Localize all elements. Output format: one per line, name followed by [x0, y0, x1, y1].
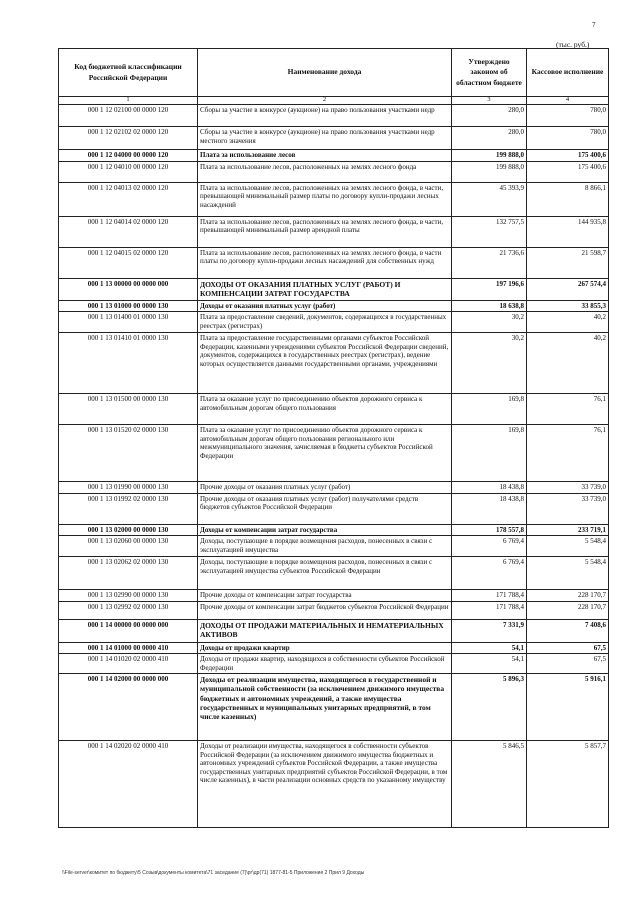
table-row: [59, 654, 609, 674]
table-row: [59, 590, 609, 602]
row-code: 000 1 12 04000 00 0000 120: [59, 150, 198, 162]
row-name: Плата за предоставление сведений, документов, содержащихся в государственных реестрах (регистрах): [198, 312, 452, 333]
row-name: Плата за использование лесов, расположенных на землях лесного фонда, в части, превышающей минимальный размер платы по договору купли-продажи лесных насаждений: [198, 182, 452, 216]
row-name: Плата за использование лесов, расположенных на землях лесного фонда, в части платы по договору купли-продажи лесных насаждений для собственных нужд: [198, 247, 452, 278]
table-row: [59, 741, 609, 828]
column-number: 2: [198, 97, 452, 105]
header-approved: Утверждено законом об областном бюджете: [452, 49, 527, 97]
table-body: [59, 105, 609, 828]
row-executed: 228 170,7: [527, 590, 609, 602]
table-row: [59, 127, 609, 150]
table-row: [59, 150, 609, 162]
row-approved: 199 888,0: [452, 150, 527, 162]
row-executed: 40,2: [527, 312, 609, 333]
row-approved: 171 788,4: [452, 590, 527, 602]
row-approved: 199 888,0: [452, 161, 527, 182]
row-approved: 197 196,6: [452, 278, 527, 300]
unit-label: (тыс. руб.): [556, 40, 590, 49]
row-approved: 7 331,9: [452, 619, 527, 642]
table-row: [59, 493, 609, 524]
file-path-footer: \\File-server\комитет по бюджету\5 Созыв\документы комитета\71 заседание (7)\рг\др(71) 1877-81-5 Приложение 2 Прил 9 Доходы: [62, 870, 365, 876]
row-executed: 33 855,3: [527, 300, 609, 312]
table-row: [59, 216, 609, 247]
row-executed: 33 739,0: [527, 482, 609, 494]
row-name: Плата за оказание услуг по присоединению объектов дорожного сервиса к автомобильным дорогам общего пользования: [198, 394, 452, 425]
table-row: [59, 425, 609, 482]
table-row: [59, 524, 609, 536]
row-code: 000 1 13 01400 01 0000 130: [59, 312, 198, 333]
row-name: Плата за предоставление государственными органами субъектов Российской Федерации, казенными учреждениями субъектов Российской Федерации сведений, документов, содержащихся в государственных реестрах (регистрах), ведение которых осуществляется данными государственными органами, учреждениями: [198, 333, 452, 394]
revenue-table: [58, 48, 609, 828]
row-executed: 5 916,1: [527, 674, 609, 741]
table-row: [59, 312, 609, 333]
table-row: [59, 482, 609, 494]
row-approved: 5 846,5: [452, 741, 527, 828]
row-name: Плата за использование лесов, расположенных на землях лесного фонда, в части, превышающей минимальный размер арендной платы: [198, 216, 452, 247]
row-name: Доходы от продажи квартир, находящихся в собственности субъектов Российской Федерации: [198, 654, 452, 674]
row-executed: 33 739,0: [527, 493, 609, 524]
row-name: Прочие доходы от оказания платных услуг (работ) получателями средств бюджетов субъектов Российской Федерации: [198, 493, 452, 524]
row-approved: 178 557,8: [452, 524, 527, 536]
row-code: 000 1 14 01020 02 0000 410: [59, 654, 198, 674]
page-number: 7: [592, 21, 596, 29]
row-approved: 30,2: [452, 333, 527, 394]
column-number: 3: [452, 97, 527, 105]
table-header-row: [59, 49, 609, 97]
row-approved: 30,2: [452, 312, 527, 333]
row-code: 000 1 14 02020 02 0000 410: [59, 741, 198, 828]
table-row: [59, 300, 609, 312]
row-name: Сборы за участие в конкурсе (аукционе) на право пользования участками недр: [198, 105, 452, 127]
row-name: Доходы от компенсации затрат государства: [198, 524, 452, 536]
row-name: Доходы от продажи квартир: [198, 642, 452, 654]
row-executed: 40,2: [527, 333, 609, 394]
table-row: [59, 278, 609, 300]
row-executed: 228 170,7: [527, 601, 609, 619]
row-executed: 76,1: [527, 394, 609, 425]
table-row: [59, 182, 609, 216]
header-executed: Кассовое исполнение: [527, 49, 609, 97]
row-code: 000 1 13 02000 00 0000 130: [59, 524, 198, 536]
row-executed: 780,0: [527, 105, 609, 127]
row-code: 000 1 13 01990 00 0000 130: [59, 482, 198, 494]
header-name: Наименование дохода: [198, 49, 452, 97]
row-code: 000 1 12 04010 00 0000 120: [59, 161, 198, 182]
row-executed: 67,5: [527, 654, 609, 674]
row-executed: 175 400,6: [527, 150, 609, 162]
table-row: [59, 247, 609, 278]
table-row: [59, 333, 609, 394]
row-code: 000 1 13 01992 02 0000 130: [59, 493, 198, 524]
row-executed: 67,5: [527, 642, 609, 654]
row-name: Плата за оказание услуг по присоединению объектов дорожного сервиса к автомобильным дорогам общего пользования регионального или межмуниципального значения, зачисляемая в бюджеты субъектов Российской Федерации: [198, 425, 452, 482]
row-executed: 76,1: [527, 425, 609, 482]
row-name: Прочие доходы от компенсации затрат бюджетов субъектов Российской Федерации: [198, 601, 452, 619]
row-approved: 18 438,8: [452, 482, 527, 494]
row-approved: 54,1: [452, 642, 527, 654]
table-row: [59, 601, 609, 619]
row-code: 000 1 13 02992 02 0000 130: [59, 601, 198, 619]
column-number-row: [59, 97, 609, 105]
row-approved: 45 393,9: [452, 182, 527, 216]
row-name: Сборы за участие в конкурсе (аукционе) на право пользования участками недр местного значения: [198, 127, 452, 150]
row-code: 000 1 13 02060 00 0000 130: [59, 536, 198, 557]
row-code: 000 1 13 00000 00 0000 000: [59, 278, 198, 300]
row-executed: 780,0: [527, 127, 609, 150]
row-name: Плата за использование лесов, расположенных на землях лесного фонда: [198, 161, 452, 182]
row-approved: 18 638,8: [452, 300, 527, 312]
row-name: Доходы от реализации имущества, находящегося в собственности субъектов Российской Федерации (за исключением движимого имущества бюджетных и автономных учреждений субъектов Российской Федерации, а также имущества государственных унитарных предприятий субъектов Российской Федерации, в том числе казенных), в части реализации основных средств по указанному имуществу: [198, 741, 452, 828]
row-code: 000 1 14 01000 00 0000 410: [59, 642, 198, 654]
row-approved: 132 757,5: [452, 216, 527, 247]
table-row: [59, 105, 609, 127]
header-code: Код бюджетной классификации Российской Федерации: [59, 49, 198, 97]
table-row: [59, 619, 609, 642]
row-executed: 233 719,1: [527, 524, 609, 536]
row-executed: 5 857,7: [527, 741, 609, 828]
row-code: 000 1 12 04013 02 0000 120: [59, 182, 198, 216]
row-name: ДОХОДЫ ОТ ОКАЗАНИЯ ПЛАТНЫХ УСЛУГ (РАБОТ) И КОМПЕНСАЦИИ ЗАТРАТ ГОСУДАРСТВА: [198, 278, 452, 300]
table-row: [59, 161, 609, 182]
row-approved: 169,8: [452, 394, 527, 425]
row-executed: 144 935,8: [527, 216, 609, 247]
table-row: [59, 394, 609, 425]
row-name: Доходы, поступающие в порядке возмещения расходов, понесенных в связи с эксплуатацией имущества субъектов Российской Федерации: [198, 557, 452, 590]
table-row: [59, 536, 609, 557]
row-code: 000 1 13 02062 02 0000 130: [59, 557, 198, 590]
row-code: 000 1 12 02102 02 0000 120: [59, 127, 198, 150]
row-approved: 6 769,4: [452, 536, 527, 557]
row-code: 000 1 12 02100 00 0000 120: [59, 105, 198, 127]
row-approved: 280,0: [452, 105, 527, 127]
row-approved: 21 736,6: [452, 247, 527, 278]
row-name: Прочие доходы от компенсации затрат государства: [198, 590, 452, 602]
row-executed: 21 598,7: [527, 247, 609, 278]
table-row: [59, 674, 609, 741]
row-approved: 280,0: [452, 127, 527, 150]
column-number: 1: [59, 97, 198, 105]
row-executed: 7 408,6: [527, 619, 609, 642]
row-approved: 5 896,3: [452, 674, 527, 741]
table-row: [59, 557, 609, 590]
row-approved: 171 788,4: [452, 601, 527, 619]
row-name: Доходы от оказания платных услуг (работ): [198, 300, 452, 312]
row-executed: 5 548,4: [527, 557, 609, 590]
row-approved: 54,1: [452, 654, 527, 674]
row-executed: 5 548,4: [527, 536, 609, 557]
row-code: 000 1 13 02990 00 0000 130: [59, 590, 198, 602]
row-name: Прочие доходы от оказания платных услуг (работ): [198, 482, 452, 494]
column-number: 4: [527, 97, 609, 105]
row-code: 000 1 12 04015 02 0000 120: [59, 247, 198, 278]
row-code: 000 1 13 01410 01 0000 130: [59, 333, 198, 394]
row-code: 000 1 13 01000 00 0000 130: [59, 300, 198, 312]
row-code: 000 1 13 01500 00 0000 130: [59, 394, 198, 425]
row-code: 000 1 14 00000 00 0000 000: [59, 619, 198, 642]
row-name: ДОХОДЫ ОТ ПРОДАЖИ МАТЕРИАЛЬНЫХ И НЕМАТЕРИАЛЬНЫХ АКТИВОВ: [198, 619, 452, 642]
row-executed: 175 400,6: [527, 161, 609, 182]
row-approved: 6 769,4: [452, 557, 527, 590]
row-approved: 169,8: [452, 425, 527, 482]
row-approved: 18 438,8: [452, 493, 527, 524]
row-executed: 8 866,1: [527, 182, 609, 216]
table-row: [59, 642, 609, 654]
row-code: 000 1 14 02000 00 0000 000: [59, 674, 198, 741]
row-name: Плата за использование лесов: [198, 150, 452, 162]
row-name: Доходы от реализации имущества, находящегося в государственной и муниципальной собственности (за исключением движимого имущества бюджетных и автономных учреждений, а также имущества государственных и муниципальных унитарных предприятий, в том числе казенных): [198, 674, 452, 741]
row-code: 000 1 12 04014 02 0000 120: [59, 216, 198, 247]
row-code: 000 1 13 01520 02 0000 130: [59, 425, 198, 482]
row-executed: 267 574,4: [527, 278, 609, 300]
row-name: Доходы, поступающие в порядке возмещения расходов, понесенных в связи с эксплуатацией имущества: [198, 536, 452, 557]
